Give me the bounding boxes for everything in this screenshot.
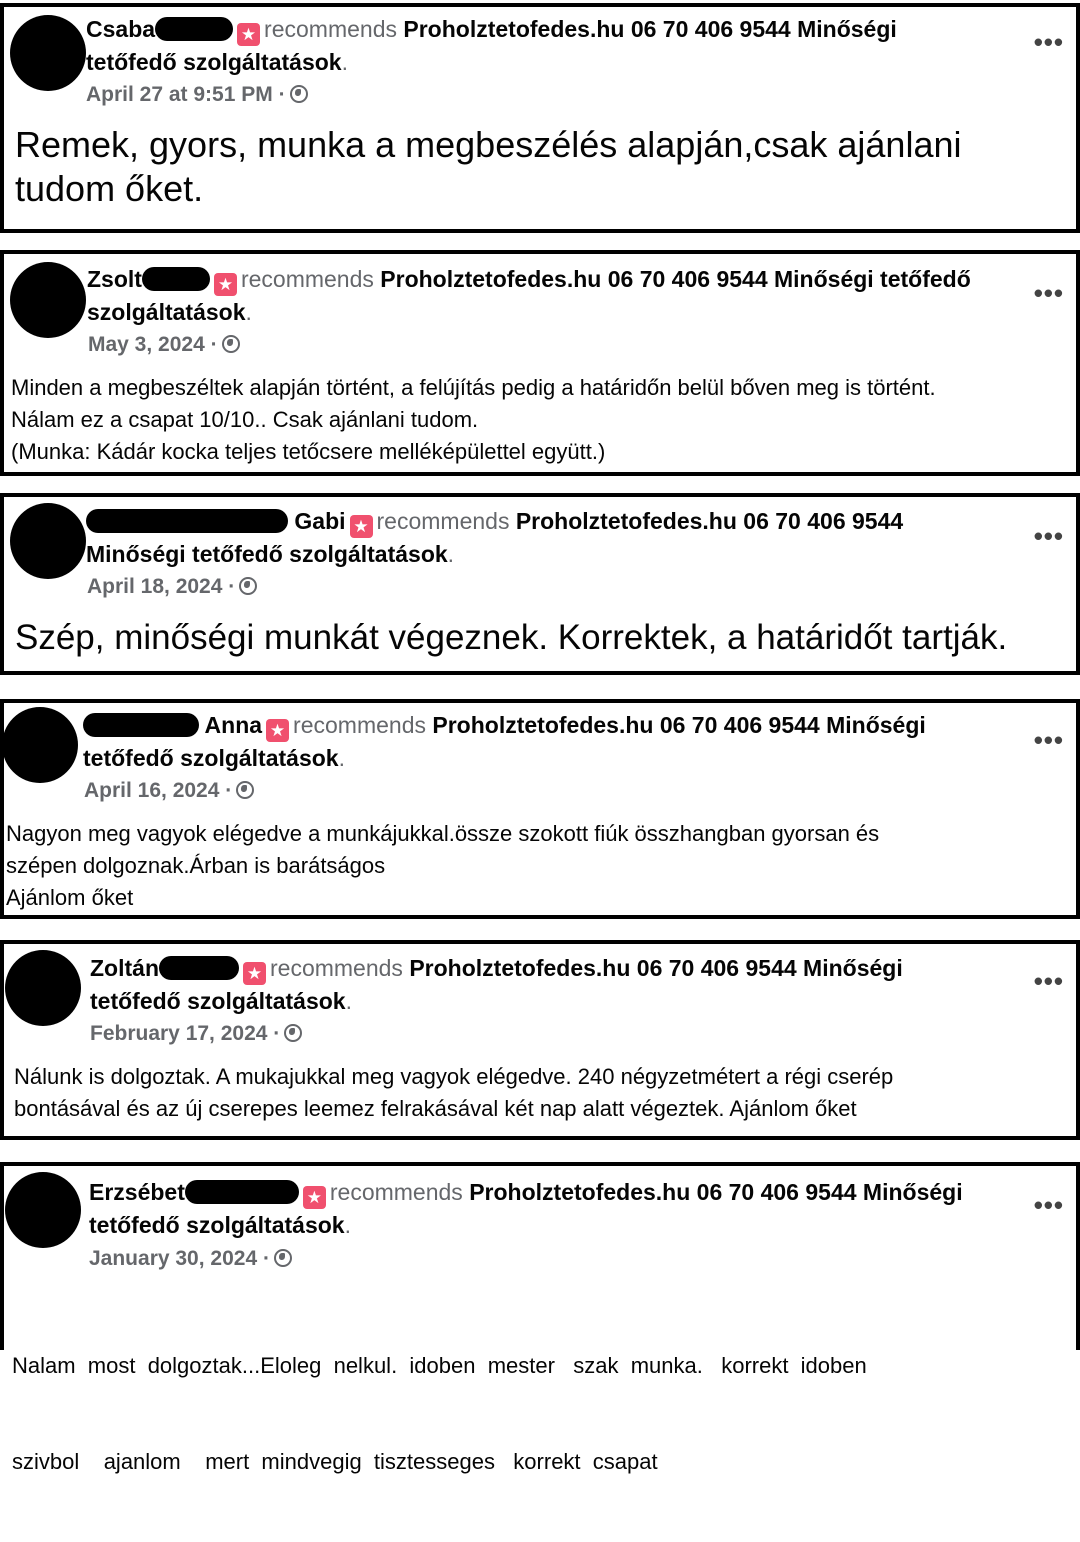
avatar[interactable]	[10, 262, 86, 338]
review-line: (Munka: Kádár kocka teljes tetőcsere melléképülettel együtt.)	[11, 439, 606, 464]
globe-icon	[239, 577, 257, 595]
review-line: Nagyon meg vagyok elégedve a munkájukkal.össze szokott fiúk összhangban gyorsan és	[6, 821, 880, 846]
post-meta	[88, 332, 240, 358]
recommends-label: recommends	[270, 955, 403, 981]
page-name-link[interactable]: Proholztetofedes.hu 06 70 406 9544 Minőségi tetőfedő szolgáltatások	[90, 955, 903, 1014]
post-meta	[90, 1021, 302, 1047]
reviewer-name[interactable]: Csaba	[86, 16, 156, 42]
post-header	[86, 505, 986, 570]
avatar[interactable]	[5, 1172, 81, 1248]
recommends-label: recommends	[240, 266, 374, 292]
review-line: Nálunk is dolgoztak. A mukajukkal meg vagyok elégedve. 240 négyzetmétert a régi cserép	[14, 1064, 894, 1089]
post-meta	[84, 778, 254, 804]
review-card-4	[0, 699, 1080, 919]
post-header	[90, 952, 990, 1017]
review-line: szivbol ajanlom mert mindvegig tisztesseges korrekt csapat	[12, 1449, 658, 1474]
review-line: szépen dolgoznak.Árban is barátságos	[6, 853, 386, 878]
globe-icon	[236, 781, 254, 799]
post-date[interactable]: February 17, 2024	[90, 1022, 268, 1045]
reviewer-name[interactable]: Anna	[204, 712, 263, 738]
review-line: tudom őket.	[15, 168, 204, 209]
recommend-icon: ★	[237, 23, 260, 46]
more-options-icon[interactable]: •••	[1033, 966, 1064, 996]
globe-icon	[284, 1024, 302, 1042]
review-line: Ajánlom őket	[6, 885, 134, 910]
review-text	[12, 1286, 1072, 1542]
review-text	[15, 123, 1065, 211]
avatar[interactable]	[10, 15, 86, 91]
separator: ·	[225, 779, 233, 802]
page-name-link[interactable]: Proholztetofedes.hu 06 70 406 9544 Minőségi tetőfedő szolgáltatások	[89, 1179, 963, 1238]
avatar[interactable]	[10, 503, 86, 579]
post-meta	[89, 1246, 292, 1272]
separator: ·	[228, 575, 236, 598]
page-name-link[interactable]: Proholztetofedes.hu 06 70 406 9544 Minőségi tetőfedő szolgáltatások	[86, 16, 897, 75]
recommend-icon: ★	[214, 273, 237, 296]
period: .	[447, 541, 455, 567]
separator: ·	[273, 1022, 281, 1045]
period: .	[345, 988, 352, 1014]
post-date[interactable]: April 16, 2024	[84, 779, 220, 802]
review-line: Nalam most dolgoztak...Eloleg nelkul. idoben mester szak munka. korrekt idoben	[12, 1353, 867, 1378]
review-line: bontásával és az új cserepes leemez felrakásával két nap alatt végeztek. Ajánlom őket	[14, 1096, 857, 1121]
post-meta	[87, 574, 257, 600]
post-header	[89, 1176, 989, 1241]
page-name-link[interactable]: Proholztetofedes.hu 06 70 406 9544 Minőségi tetőfedő szolgáltatások	[86, 508, 904, 567]
post-header	[83, 709, 1013, 774]
more-options-icon[interactable]: •••	[1033, 725, 1064, 755]
recommends-label: recommends	[329, 1179, 463, 1205]
review-card-5	[0, 940, 1080, 1140]
reviewer-name[interactable]: Gabi	[294, 508, 346, 534]
post-header	[87, 263, 987, 328]
globe-icon	[290, 85, 308, 103]
reviewer-name[interactable]: Zoltán	[90, 955, 159, 981]
more-options-icon[interactable]: •••	[1033, 521, 1064, 551]
separator: ·	[262, 1247, 270, 1270]
redacted-surname	[159, 956, 239, 980]
more-options-icon[interactable]: •••	[1033, 27, 1064, 57]
recommends-label: recommends	[264, 16, 397, 42]
period: .	[341, 49, 348, 75]
recommend-icon: ★	[350, 515, 373, 538]
avatar[interactable]	[5, 950, 81, 1026]
review-text	[11, 372, 1071, 468]
avatar[interactable]	[2, 707, 78, 783]
reviewer-name[interactable]: Zsolt	[87, 266, 142, 292]
period: .	[344, 1212, 351, 1238]
redacted-surname	[83, 713, 199, 737]
recommend-icon: ★	[243, 962, 266, 985]
globe-icon	[274, 1249, 292, 1267]
review-line: Remek, gyors, munka a megbeszélés alapján,csak ajánlani	[15, 124, 962, 165]
review-text	[14, 1061, 1074, 1125]
period: .	[338, 745, 345, 771]
post-date[interactable]: May 3, 2024	[88, 333, 205, 356]
reviewer-name[interactable]: Erzsébet	[89, 1179, 185, 1205]
review-line: Szép, minőségi munkát végeznek. Korrektek, a határidőt tartják.	[15, 618, 1008, 657]
review-card-6	[0, 1162, 1080, 1474]
redacted-surname	[86, 509, 288, 533]
review-card-3	[0, 493, 1080, 675]
post-date[interactable]: April 18, 2024	[87, 575, 223, 598]
recommend-icon: ★	[303, 1186, 326, 1209]
page-name-link[interactable]: Proholztetofedes.hu 06 70 406 9544 Minőségi tetőfedő szolgáltatások	[87, 266, 971, 325]
recommends-label: recommends	[293, 712, 426, 738]
recommend-icon: ★	[266, 719, 289, 742]
more-options-icon[interactable]: •••	[1033, 1190, 1064, 1220]
page-name-link[interactable]: Proholztetofedes.hu 06 70 406 9544 Minőségi tetőfedő szolgáltatások	[83, 712, 926, 771]
redacted-surname	[142, 267, 210, 291]
post-header	[86, 13, 986, 78]
recommends-label: recommends	[376, 508, 510, 534]
post-date[interactable]: April 27 at 9:51 PM	[86, 83, 273, 106]
redacted-surname	[155, 17, 233, 41]
review-text	[15, 616, 1075, 660]
post-meta	[86, 82, 308, 108]
review-text	[6, 818, 1066, 914]
review-line: Nálam ez a csapat 10/10.. Csak ajánlani tudom.	[11, 407, 479, 432]
post-date[interactable]: January 30, 2024	[89, 1247, 258, 1270]
more-options-icon[interactable]: •••	[1033, 278, 1064, 308]
globe-icon	[222, 335, 240, 353]
review-card-2	[0, 250, 1080, 476]
period: .	[245, 299, 252, 325]
separator: ·	[278, 83, 286, 106]
separator: ·	[210, 333, 218, 356]
review-card-1	[0, 3, 1080, 233]
redacted-surname	[185, 1180, 299, 1204]
review-line: Minden a megbeszéltek alapján történt, a felújítás pedig a határidőn belül bőven meg is történt.	[11, 375, 936, 400]
